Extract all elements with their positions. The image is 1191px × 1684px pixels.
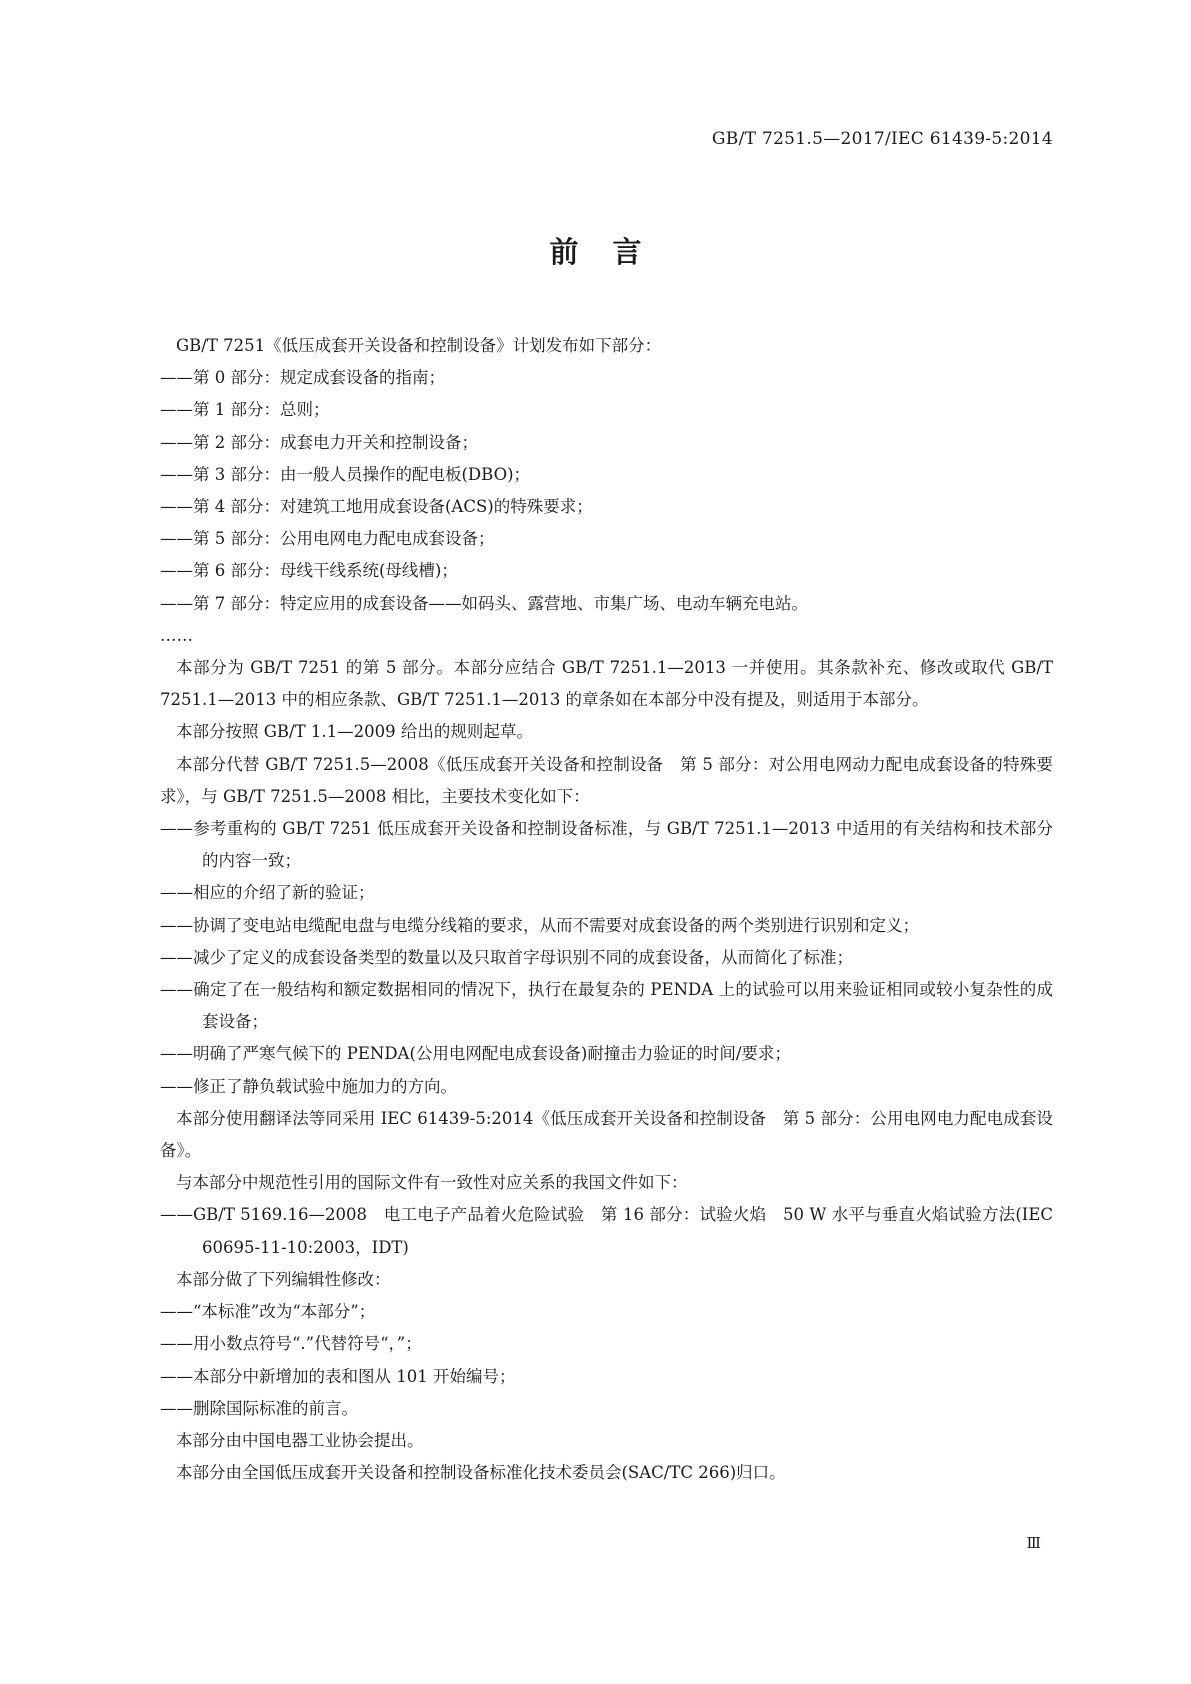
list-item: ——减少了定义的成套设备类型的数量以及只取首字母识别不同的成套设备，从而简化了标准； <box>160 947 853 967</box>
list-item: ——第 2 部分：成套电力开关和控制设备； <box>160 432 478 452</box>
ellipsis: …… <box>160 625 193 645</box>
list-item: ——协调了变电站电缆配电盘与电缆分线箱的要求，从而不需要对成套设备的两个类别进行识别和定义； <box>160 915 919 935</box>
list-item: ——第 1 部分：总则； <box>160 400 330 420</box>
list-item: ——修正了静负载试验中施加力的方向。 <box>160 1076 457 1096</box>
paragraph: 本部分按照 GB/T 1.1—2009 给出的规则起草。 <box>176 722 533 742</box>
list-item: ——第 0 部分：规定成套设备的指南； <box>160 368 445 388</box>
list-item: ——确定了在一般结构和额定数据相同的情况下，执行在最复杂的 PENDA 上的试验可以用来验证相同或较小复杂性的成套设备； <box>160 980 1053 1032</box>
list-item: ——第 6 部分：母线干线系统(母线槽)； <box>160 561 458 581</box>
paragraph: GB/T 7251《低压成套开关设备和控制设备》计划发布如下部分： <box>176 336 662 355</box>
list-item: ——“本标准”改为“本部分”； <box>160 1302 376 1322</box>
list-item: ——本部分中新增加的表和图从 101 开始编号； <box>160 1366 516 1386</box>
standard-number: GB/T 7251.5—2017/IEC 61439-5:2014 <box>711 129 1053 149</box>
list-item: ——第 4 部分：对建筑工地用成套设备(ACS)的特殊要求； <box>160 497 593 517</box>
list-item: ——参考重构的 GB/T 7251 低压成套开关设备和控制设备标准，与 GB/T 7251.1—2013 中适用的有关结构和技术部分的内容一致； <box>160 819 1053 871</box>
paragraph: 本部分由全国低压成套开关设备和控制设备标准化技术委员会(SAC/TC 266)归口。 <box>176 1463 786 1483</box>
list-item: ——GB/T 5169.16—2008 电工电子产品着火危险试验 第 16 部分：试验火焰 50 W 水平与垂直火焰试验方法(IEC 60695-11-10:2003，IDT) <box>160 1205 1053 1257</box>
page-number: Ⅲ <box>1026 1534 1041 1552</box>
list-item: ——相应的介绍了新的验证； <box>160 883 375 903</box>
page-title: 前言 <box>549 235 676 269</box>
list-item: ——删除国际标准的前言。 <box>160 1398 358 1418</box>
paragraph: 与本部分中规范性引用的国际文件有一致性对应关系的我国文件如下： <box>176 1173 688 1193</box>
list-item: ——明确了严寒气候下的 PENDA(公用电网配电成套设备)耐撞击力验证的时间/要求； <box>160 1044 791 1064</box>
paragraph: 本部分由中国电器工业协会提出。 <box>176 1430 424 1450</box>
paragraph: 本部分使用翻译法等同采用 IEC 61439-5:2014《低压成套开关设备和控制设备 第 5 部分：公用电网电力配电成套设备》。 <box>160 1108 1053 1161</box>
list-item: ——第 3 部分：由一般人员操作的配电板(DBO)； <box>160 464 531 484</box>
paragraph: 本部分代替 GB/T 7251.5—2008《低压成套开关设备和控制设备 第 5 部分：对公用电网动力配电成套设备的特殊要求》，与 GB/T 7251.5—2008 相比，主要技术变化如下： <box>160 754 1053 806</box>
list-item: ——用小数点符号“.”代替符号“，”； <box>160 1334 422 1354</box>
paragraph: 本部分为 GB/T 7251 的第 5 部分。本部分应结合 GB/T 7251.1—2013 一并使用。其条款补充、修改或取代 GB/T 7251.1—2013 中的相应条款、GB/T 7251.1—2013 的章条如在本部分中没有提及，则适用于本部分。 <box>160 658 1053 710</box>
list-item: ——第 5 部分：公用电网电力配电成套设备； <box>160 529 495 549</box>
paragraph: 本部分做了下列编辑性修改： <box>176 1269 391 1289</box>
list-item: ——第 7 部分：特定应用的成套设备——如码头、露营地、市集广场、电动车辆充电站。 <box>160 593 808 613</box>
foreword-body <box>160 330 1053 1489</box>
